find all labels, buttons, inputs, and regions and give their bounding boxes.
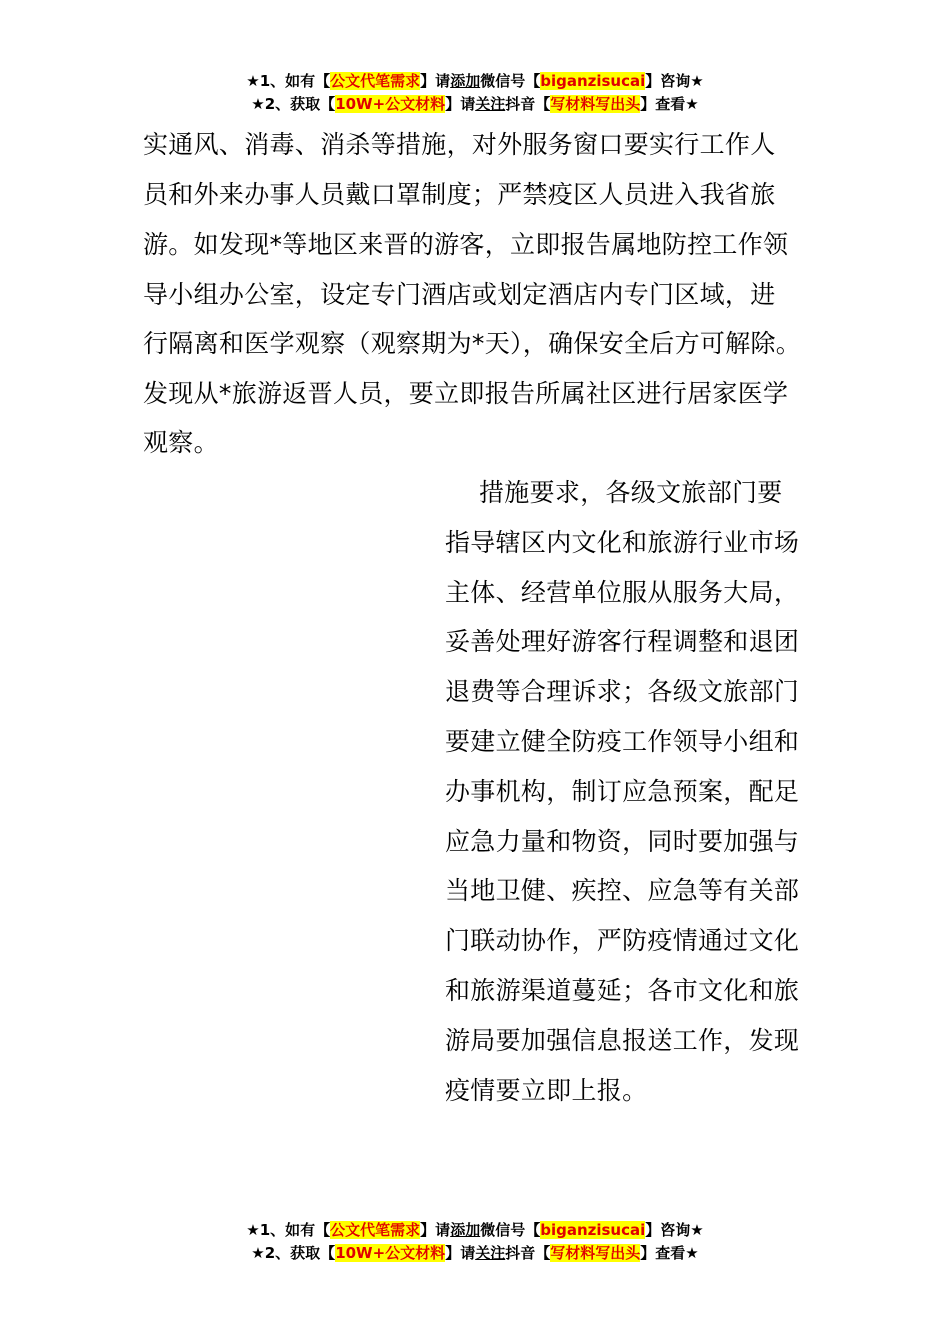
paragraph-line: 实通风、消毒、消杀等措施，对外服务窗口要实行工作人: [143, 130, 776, 159]
paragraph-line: 疫情要立即上报。: [445, 1075, 648, 1105]
paragraph-line: 员和外来办事人员戴口罩制度；严禁疫区人员进入我省旅: [143, 180, 776, 209]
promo-text: ★2、获取【: [251, 95, 336, 113]
paragraph-line: 主体、经营单位服从服务大局，: [445, 577, 800, 607]
paragraph-line: 行隔离和医学观察（观察期为*天），确保安全后方可解除。: [143, 329, 802, 358]
promo-text: 】请: [445, 1244, 476, 1262]
promo-text: 抖音【: [505, 95, 551, 113]
promo-banner-top: [0, 70, 950, 116]
promo-text: 】咨询★: [645, 1221, 704, 1239]
promo-text: 微信号【: [480, 72, 541, 90]
promo-text: ★2、获取【: [251, 1244, 336, 1262]
paragraph-line: 措施要求，各级文旅部门要: [479, 478, 783, 507]
promo-highlight-wechat-id: biganzisucai: [540, 72, 646, 90]
promo-line-2: [0, 1242, 950, 1265]
promo-text: 】请: [420, 1221, 451, 1239]
promo-underline-add: 添加: [450, 72, 481, 90]
promo-highlight-service: 公文代笔需求: [330, 72, 421, 90]
paragraph-line: 游。如发现*等地区来晋的游客，立即报告属地防控工作领: [143, 230, 789, 259]
paragraph-line: 妥善处理好游客行程调整和退团: [445, 627, 800, 657]
promo-text: 】请: [445, 95, 476, 113]
paragraph-line: 要建立健全防疫工作领导小组和: [445, 726, 800, 756]
paragraph-line: 游局要加强信息报送工作，发现: [445, 1025, 800, 1055]
promo-highlight-service: 公文代笔需求: [330, 1221, 421, 1239]
promo-highlight-douyin: 写材料写出头: [550, 95, 641, 113]
promo-text: 微信号【: [480, 1221, 541, 1239]
body-paragraph-2: [445, 468, 815, 1115]
promo-text: ★1、如有【: [246, 72, 331, 90]
paragraph-line: 门联动协作，严防疫情通过文化: [445, 926, 800, 956]
promo-line-2: [0, 93, 950, 116]
promo-banner-bottom: [0, 1219, 950, 1265]
promo-underline-follow: 关注: [475, 95, 506, 113]
paragraph-line: 办事机构，制订应急预案，配足: [445, 776, 800, 806]
promo-line-1: [0, 1219, 950, 1242]
paragraph-line: 导小组办公室，设定专门酒店或划定酒店内专门区域，进: [143, 280, 776, 309]
paragraph-line: 发现从*旅游返晋人员，要立即报告所属社区进行居家医学: [143, 379, 789, 408]
promo-text: 】查看★: [640, 1244, 699, 1262]
promo-text: 】咨询★: [645, 72, 704, 90]
paragraph-line: 退费等合理诉求；各级文旅部门: [445, 677, 800, 707]
promo-underline-follow: 关注: [475, 1244, 506, 1262]
promo-line-1: [0, 70, 950, 93]
promo-text: 抖音【: [505, 1244, 551, 1262]
promo-highlight-materials: 10W+公文材料: [335, 95, 446, 113]
paragraph-line: 当地卫健、疾控、应急等有关部: [445, 876, 800, 906]
paragraph-line: 观察。: [143, 428, 219, 457]
promo-highlight-douyin: 写材料写出头: [550, 1244, 641, 1262]
paragraph-line: 指导辖区内文化和旅游行业市场: [445, 527, 800, 557]
promo-text: 】请: [420, 72, 451, 90]
promo-text: ★1、如有【: [246, 1221, 331, 1239]
paragraph-line: 和旅游渠道蔓延；各市文化和旅: [445, 975, 800, 1005]
paragraph-line: 应急力量和物资，同时要加强与: [445, 826, 800, 856]
promo-underline-add: 添加: [450, 1221, 481, 1239]
promo-highlight-materials: 10W+公文材料: [335, 1244, 446, 1262]
promo-text: 】查看★: [640, 95, 699, 113]
promo-highlight-wechat-id: biganzisucai: [540, 1221, 646, 1239]
